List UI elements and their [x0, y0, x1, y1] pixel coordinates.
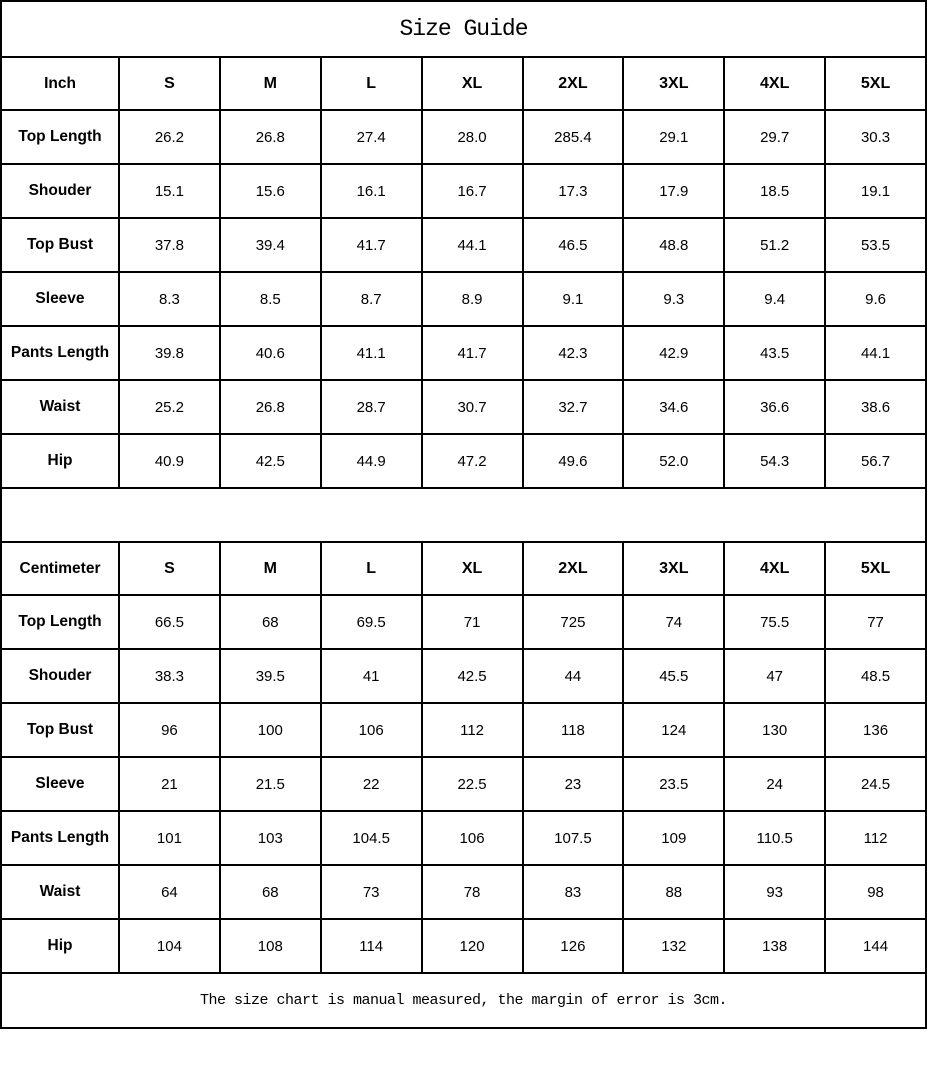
- value-cell: 8.3: [119, 272, 220, 326]
- value-cell: 24: [724, 757, 825, 811]
- value-cell: 39.8: [119, 326, 220, 380]
- value-cell: 71: [422, 595, 523, 649]
- value-cell: 40.6: [220, 326, 321, 380]
- value-cell: 21: [119, 757, 220, 811]
- value-cell: 16.1: [321, 164, 422, 218]
- value-cell: 77: [825, 595, 926, 649]
- value-cell: 42.5: [422, 649, 523, 703]
- row-label-cell: Hip: [1, 919, 119, 973]
- value-cell: 138: [724, 919, 825, 973]
- value-cell: 78: [422, 865, 523, 919]
- value-cell: 104.5: [321, 811, 422, 865]
- value-cell: 96: [119, 703, 220, 757]
- size-header-cell: S: [119, 57, 220, 110]
- value-cell: 41.7: [321, 218, 422, 272]
- row-label-cell: Top Length: [1, 110, 119, 164]
- value-cell: 48.5: [825, 649, 926, 703]
- value-cell: 66.5: [119, 595, 220, 649]
- value-cell: 42.5: [220, 434, 321, 488]
- value-cell: 16.7: [422, 164, 523, 218]
- value-cell: 41.1: [321, 326, 422, 380]
- value-cell: 9.4: [724, 272, 825, 326]
- value-cell: 41.7: [422, 326, 523, 380]
- value-cell: 30.3: [825, 110, 926, 164]
- spacer-cell: [1, 488, 926, 542]
- value-cell: 112: [422, 703, 523, 757]
- size-header-cell: M: [220, 542, 321, 595]
- value-cell: 83: [523, 865, 624, 919]
- row-label-cell: Pants Length: [1, 326, 119, 380]
- value-cell: 100: [220, 703, 321, 757]
- measurement-row: [1, 272, 926, 326]
- value-cell: 53.5: [825, 218, 926, 272]
- value-cell: 98: [825, 865, 926, 919]
- value-cell: 29.1: [623, 110, 724, 164]
- measurement-row: [1, 218, 926, 272]
- size-header-row-centimeter: [1, 542, 926, 595]
- value-cell: 75.5: [724, 595, 825, 649]
- value-cell: 106: [321, 703, 422, 757]
- value-cell: 64: [119, 865, 220, 919]
- section-spacer-row: [1, 488, 926, 542]
- value-cell: 51.2: [724, 218, 825, 272]
- size-header-cell: XL: [422, 542, 523, 595]
- row-label-cell: Top Bust: [1, 218, 119, 272]
- title-row: [1, 1, 926, 57]
- value-cell: 126: [523, 919, 624, 973]
- value-cell: 24.5: [825, 757, 926, 811]
- value-cell: 23: [523, 757, 624, 811]
- value-cell: 88: [623, 865, 724, 919]
- value-cell: 26.8: [220, 380, 321, 434]
- value-cell: 39.5: [220, 649, 321, 703]
- measurement-row: [1, 649, 926, 703]
- value-cell: 23.5: [623, 757, 724, 811]
- value-cell: 22: [321, 757, 422, 811]
- measurement-row: [1, 380, 926, 434]
- value-cell: 101: [119, 811, 220, 865]
- value-cell: 47.2: [422, 434, 523, 488]
- value-cell: 47: [724, 649, 825, 703]
- value-cell: 74: [623, 595, 724, 649]
- measurement-row: [1, 434, 926, 488]
- value-cell: 28.0: [422, 110, 523, 164]
- value-cell: 114: [321, 919, 422, 973]
- value-cell: 106: [422, 811, 523, 865]
- size-header-cell: M: [220, 57, 321, 110]
- value-cell: 18.5: [724, 164, 825, 218]
- value-cell: 40.9: [119, 434, 220, 488]
- size-header-cell: XL: [422, 57, 523, 110]
- value-cell: 108: [220, 919, 321, 973]
- value-cell: 37.8: [119, 218, 220, 272]
- value-cell: 38.3: [119, 649, 220, 703]
- value-cell: 73: [321, 865, 422, 919]
- row-label-cell: Hip: [1, 434, 119, 488]
- value-cell: 26.2: [119, 110, 220, 164]
- row-label-cell: Sleeve: [1, 272, 119, 326]
- value-cell: 15.1: [119, 164, 220, 218]
- measurement-row: [1, 919, 926, 973]
- size-header-cell: 2XL: [523, 57, 624, 110]
- size-header-cell: S: [119, 542, 220, 595]
- row-label-cell: Shouder: [1, 164, 119, 218]
- size-header-cell: 4XL: [724, 542, 825, 595]
- unit-header-cell: Inch: [1, 57, 119, 110]
- value-cell: 69.5: [321, 595, 422, 649]
- value-cell: 32.7: [523, 380, 624, 434]
- measurement-row: [1, 757, 926, 811]
- value-cell: 25.2: [119, 380, 220, 434]
- value-cell: 8.9: [422, 272, 523, 326]
- value-cell: 26.8: [220, 110, 321, 164]
- value-cell: 9.6: [825, 272, 926, 326]
- page-title: Size Guide: [1, 1, 926, 57]
- unit-header-cell: Centimeter: [1, 542, 119, 595]
- value-cell: 8.7: [321, 272, 422, 326]
- value-cell: 144: [825, 919, 926, 973]
- value-cell: 109: [623, 811, 724, 865]
- row-label-cell: Pants Length: [1, 811, 119, 865]
- value-cell: 52.0: [623, 434, 724, 488]
- value-cell: 9.1: [523, 272, 624, 326]
- value-cell: 21.5: [220, 757, 321, 811]
- value-cell: 28.7: [321, 380, 422, 434]
- value-cell: 30.7: [422, 380, 523, 434]
- value-cell: 48.8: [623, 218, 724, 272]
- footer-row: [1, 973, 926, 1028]
- value-cell: 130: [724, 703, 825, 757]
- value-cell: 68: [220, 595, 321, 649]
- value-cell: 124: [623, 703, 724, 757]
- size-header-cell: 2XL: [523, 542, 624, 595]
- size-header-row-inch: [1, 57, 926, 110]
- value-cell: 41: [321, 649, 422, 703]
- value-cell: 285.4: [523, 110, 624, 164]
- measurement-row: [1, 326, 926, 380]
- measurement-row: [1, 164, 926, 218]
- value-cell: 107.5: [523, 811, 624, 865]
- row-label-cell: Top Length: [1, 595, 119, 649]
- value-cell: 42.9: [623, 326, 724, 380]
- value-cell: 44.1: [825, 326, 926, 380]
- value-cell: 68: [220, 865, 321, 919]
- value-cell: 17.9: [623, 164, 724, 218]
- value-cell: 54.3: [724, 434, 825, 488]
- value-cell: 103: [220, 811, 321, 865]
- value-cell: 44: [523, 649, 624, 703]
- row-label-cell: Top Bust: [1, 703, 119, 757]
- value-cell: 36.6: [724, 380, 825, 434]
- size-header-cell: 5XL: [825, 542, 926, 595]
- value-cell: 118: [523, 703, 624, 757]
- measurement-row: [1, 703, 926, 757]
- value-cell: 120: [422, 919, 523, 973]
- value-cell: 110.5: [724, 811, 825, 865]
- value-cell: 45.5: [623, 649, 724, 703]
- size-header-cell: L: [321, 542, 422, 595]
- value-cell: 725: [523, 595, 624, 649]
- value-cell: 38.6: [825, 380, 926, 434]
- value-cell: 44.1: [422, 218, 523, 272]
- row-label-cell: Shouder: [1, 649, 119, 703]
- size-header-cell: L: [321, 57, 422, 110]
- measurement-row: [1, 811, 926, 865]
- value-cell: 136: [825, 703, 926, 757]
- value-cell: 56.7: [825, 434, 926, 488]
- value-cell: 49.6: [523, 434, 624, 488]
- value-cell: 34.6: [623, 380, 724, 434]
- value-cell: 39.4: [220, 218, 321, 272]
- size-header-cell: 5XL: [825, 57, 926, 110]
- measurement-row: [1, 595, 926, 649]
- value-cell: 44.9: [321, 434, 422, 488]
- measurement-row: [1, 865, 926, 919]
- value-cell: 9.3: [623, 272, 724, 326]
- measurement-row: [1, 110, 926, 164]
- value-cell: 132: [623, 919, 724, 973]
- value-cell: 112: [825, 811, 926, 865]
- value-cell: 17.3: [523, 164, 624, 218]
- value-cell: 19.1: [825, 164, 926, 218]
- value-cell: 46.5: [523, 218, 624, 272]
- value-cell: 8.5: [220, 272, 321, 326]
- row-label-cell: Sleeve: [1, 757, 119, 811]
- value-cell: 104: [119, 919, 220, 973]
- value-cell: 15.6: [220, 164, 321, 218]
- value-cell: 22.5: [422, 757, 523, 811]
- value-cell: 29.7: [724, 110, 825, 164]
- row-label-cell: Waist: [1, 865, 119, 919]
- value-cell: 27.4: [321, 110, 422, 164]
- value-cell: 43.5: [724, 326, 825, 380]
- row-label-cell: Waist: [1, 380, 119, 434]
- size-header-cell: 3XL: [623, 57, 724, 110]
- footer-note: The size chart is manual measured, the margin of error is 3cm.: [1, 973, 926, 1028]
- size-header-cell: 3XL: [623, 542, 724, 595]
- value-cell: 93: [724, 865, 825, 919]
- value-cell: 42.3: [523, 326, 624, 380]
- size-guide-body: [1, 1, 926, 1028]
- size-header-cell: 4XL: [724, 57, 825, 110]
